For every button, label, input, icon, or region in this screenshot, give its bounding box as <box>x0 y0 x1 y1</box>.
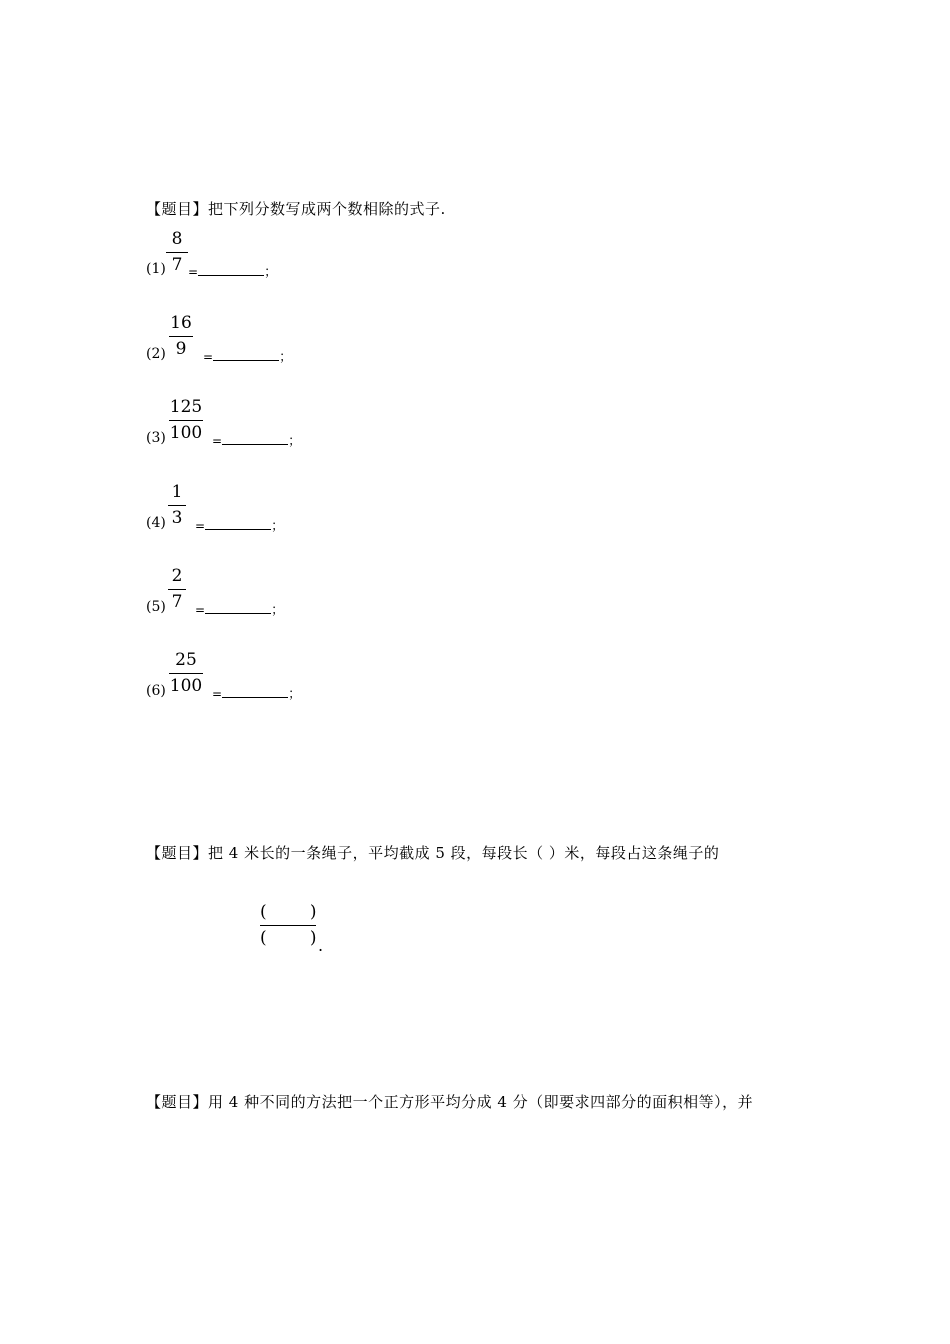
equals-sign: = <box>212 434 223 448</box>
fraction <box>168 566 186 612</box>
denominator-blank[interactable]: ( ) <box>260 928 317 948</box>
item-label: (3) <box>146 430 166 446</box>
equals-sign: = <box>203 350 214 364</box>
fraction-bar <box>166 252 188 253</box>
answer-blank[interactable] <box>198 262 264 276</box>
question-2-title: 【题目】把 4 米长的一条绳子，平均截成 5 段，每段长（ ）米，每段占这条绳子的 <box>146 844 720 862</box>
fraction-bar <box>169 336 193 337</box>
item-label: (5) <box>146 599 166 615</box>
answer-blank[interactable] <box>222 684 288 698</box>
equals-sign: = <box>212 687 223 701</box>
denominator: 100 <box>169 676 203 696</box>
period: . <box>318 936 324 955</box>
denominator: 9 <box>175 339 187 359</box>
item-label: (4) <box>146 515 166 531</box>
fraction-bar <box>168 589 186 590</box>
denominator: 100 <box>169 423 203 443</box>
fraction-bar <box>169 420 203 421</box>
item-label: (2) <box>146 346 166 362</box>
question-1-title: 【题目】把下列分数写成两个数相除的式子. <box>146 200 446 218</box>
fraction <box>168 482 186 528</box>
semicolon: ； <box>279 350 293 365</box>
fraction-bar <box>168 505 186 506</box>
answer-blank[interactable] <box>205 516 271 530</box>
denominator: 7 <box>171 592 183 612</box>
answer-fraction <box>260 902 316 948</box>
fraction <box>166 229 188 275</box>
numerator: 1 <box>171 482 183 502</box>
answer-blank[interactable] <box>213 347 279 361</box>
semicolon: ； <box>288 434 302 449</box>
fraction-bar <box>169 673 203 674</box>
numerator-blank[interactable]: ( ) <box>260 902 317 922</box>
equals-sign: = <box>195 603 206 617</box>
denominator: 3 <box>171 508 183 528</box>
equals-sign: = <box>195 519 206 533</box>
answer-blank[interactable] <box>222 431 288 445</box>
semicolon: ； <box>271 603 285 618</box>
denominator: 7 <box>171 255 183 275</box>
fraction <box>169 650 203 696</box>
item-label: (6) <box>146 683 166 699</box>
fraction <box>169 313 193 359</box>
numerator: 25 <box>175 650 197 670</box>
numerator: 8 <box>171 229 183 249</box>
numerator: 125 <box>169 397 203 417</box>
item-label: (1) <box>146 261 166 277</box>
question-3-title: 【题目】用 4 种不同的方法把一个正方形平均分成 4 分（即要求四部分的面积相等），并 <box>146 1093 754 1111</box>
numerator: 2 <box>171 566 183 586</box>
numerator: 16 <box>170 313 192 333</box>
fraction <box>169 397 203 443</box>
equals-sign: = <box>188 265 199 279</box>
fraction-bar <box>260 925 316 926</box>
answer-blank[interactable] <box>205 600 271 614</box>
semicolon: ； <box>271 519 285 534</box>
semicolon: ； <box>288 687 302 702</box>
semicolon: ； <box>264 265 278 280</box>
